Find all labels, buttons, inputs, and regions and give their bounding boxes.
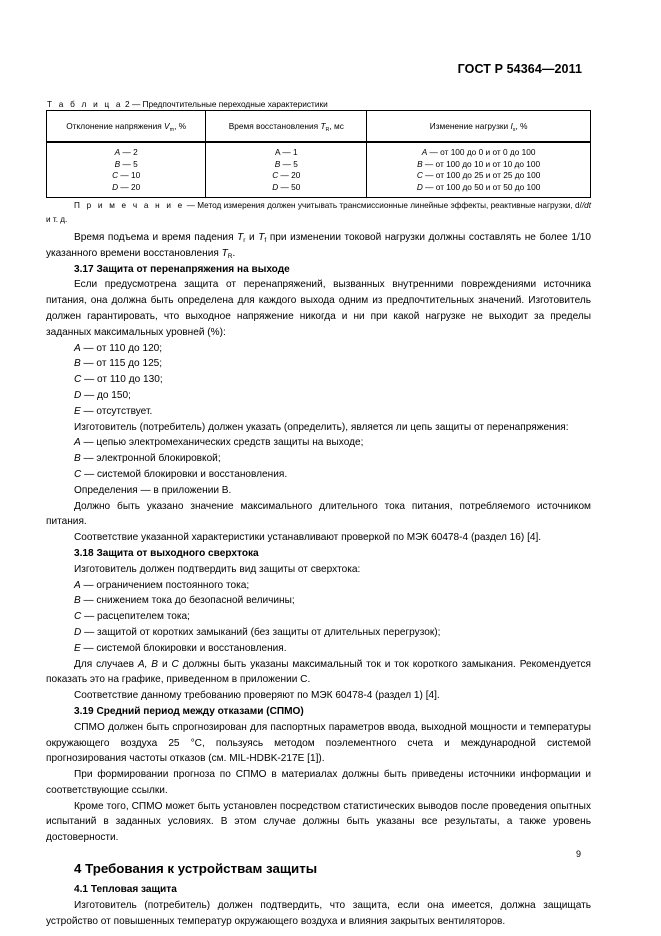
- header-recovery-time: Время восстановления $T_R$, мс: [206, 111, 367, 143]
- section-3-18-paragraph: Соответствие данному требованию проверяют по МЭК 60478-4 (раздел 1) [4].: [74, 690, 440, 702]
- section-3-18-heading: 3.18 Защита от выходного сверхтока: [74, 547, 259, 559]
- rise-fall-paragraph: Время подъема и время падения $T_r$ и $T_f$ при изменении токовой нагрузки должны составлять не более 1/10 указанного времени восстановления $T_R$.: [46, 232, 591, 260]
- list-item: B — от 115 до 125;: [74, 358, 163, 370]
- list-item: B — снижением тока до безопасной величины;: [74, 595, 295, 607]
- section-3-19-paragraph: При формировании прогноза по СПМО в материалах должны быть приведены источники информации и соответствующие ссылки.: [46, 769, 591, 796]
- list-item: D — до 150;: [74, 389, 131, 401]
- section-3-19-paragraph: Кроме того, СПМО может быть установлен посредством статистических выводов после проведения опытных испытаний в заданных условиях. В этом случае должны быть указаны все результаты, а также уровень достоверности.: [46, 800, 591, 844]
- list-item: A — ограничением постоянного тока;: [74, 579, 250, 591]
- section-3-19-heading: 3.19 Средний период между отказами (СПМО): [74, 705, 304, 717]
- section-4-1-paragraph: Изготовитель (потребитель) должен подтвердить, что защита, если она имеется, должна защищать устройство от повышенных температур окружающего воздуха и влияния закрытых вентиляторов.: [46, 899, 591, 927]
- header-load-change: Изменение нагрузки $I_x$, %: [367, 111, 591, 143]
- table-caption-label: Т а б л и ц а: [47, 99, 123, 109]
- table-caption: [47, 99, 328, 109]
- voltage-deviation-cell: A — 2 B — 5 C — 10 D — 20: [47, 142, 206, 197]
- document-body: [46, 230, 591, 929]
- section-4-1-heading: 4.1 Тепловая защита: [74, 884, 177, 896]
- table-caption-text: 2 — Предпочтительные переходные характеристики: [125, 99, 328, 109]
- section-3-17-heading: 3.17 Защита от перенапряжения на выходе: [74, 263, 290, 275]
- table-header-row: [47, 111, 591, 143]
- table-row: [47, 142, 591, 197]
- section-3-18-paragraph: Для случаев A, B и C должны быть указаны максимальный ток и ток короткого замыкания. Рекомендуется показать это на графике, приведенном в приложении С.: [46, 658, 591, 686]
- section-3-19-paragraph: СПМО должен быть спрогнозирован для паспортных параметров ввода, выходной мощности и температуры окружающего воздуха 25 °С, пользуясь методом поэлементного счета и международной системой прогнозирования частоты отказов (см. MIL-HDBK-217E [1]).: [46, 721, 591, 765]
- page-number: 9: [575, 849, 581, 859]
- list-item: A — от 110 до 120;: [74, 342, 163, 354]
- transient-characteristics-table: [46, 110, 591, 198]
- section-3-18-paragraph: Изготовитель должен подтвердить вид защиты от сверхтока:: [74, 563, 361, 575]
- list-item: C — расцепителем тока;: [74, 611, 190, 623]
- table-note: П р и м е ч а н и е — Метод измерения должен учитывать трансмиссионные линейные эффекты, реактивные нагрузки, d//dt и т. д.: [46, 201, 591, 224]
- section-4-heading: 4 Требования к устройствам защиты: [74, 861, 318, 877]
- list-item: C — от 110 до 130;: [74, 374, 163, 386]
- list-item: B — электронной блокировкой;: [74, 453, 221, 465]
- header-voltage-deviation: Отклонение напряжения $V_m$, %: [47, 111, 206, 143]
- section-3-17-paragraph: Соответствие указанной характеристики устанавливают проверкой по МЭК 60478-4 (раздел 16) [4].: [74, 532, 542, 544]
- section-3-17-paragraph: Должно быть указано значение максимального длительного тока питания, потребляемого источником питания.: [46, 500, 591, 528]
- list-item: E — отсутствует.: [74, 405, 153, 417]
- load-change-cell: A — от 100 до 0 и от 0 до 100 B — от 100 до 10 и от 10 до 100 C — от 100 до 25 и от 25 до 100 D — от 100 до 50 и от 50 до 100: [367, 142, 591, 197]
- section-3-17-paragraph: Изготовитель (потребитель) должен указать (определить), является ли цепь защиты от перенапряжения:: [74, 421, 569, 433]
- list-item: C — системой блокировки и восстановления.: [74, 468, 288, 480]
- list-item: D — защитой от коротких замыканий (без защиты от длительных перегрузок);: [74, 626, 441, 638]
- list-item: E — системой блокировки и восстановления.: [74, 642, 287, 654]
- recovery-time-cell: A — 1 B — 5 C — 20 D — 50: [206, 142, 367, 197]
- document-code: ГОСТ Р 54364—2011: [457, 62, 582, 76]
- list-item: A — цепью электромеханических средств защиты на выходе;: [74, 437, 364, 449]
- section-3-17-paragraph: Определения — в приложении В.: [74, 484, 232, 496]
- section-3-17-paragraph: Если предусмотрена защита от перенапряжений, вызванных внутренними повреждениями источника питания, она должна быть определена для каждого выхода одним из предпочтительных значений. Изготовитель должен гарантировать, что выходное напряжение никогда и ни при какой нагрузке не выходит за пределы заданных максимальных уровней (%):: [46, 279, 591, 338]
